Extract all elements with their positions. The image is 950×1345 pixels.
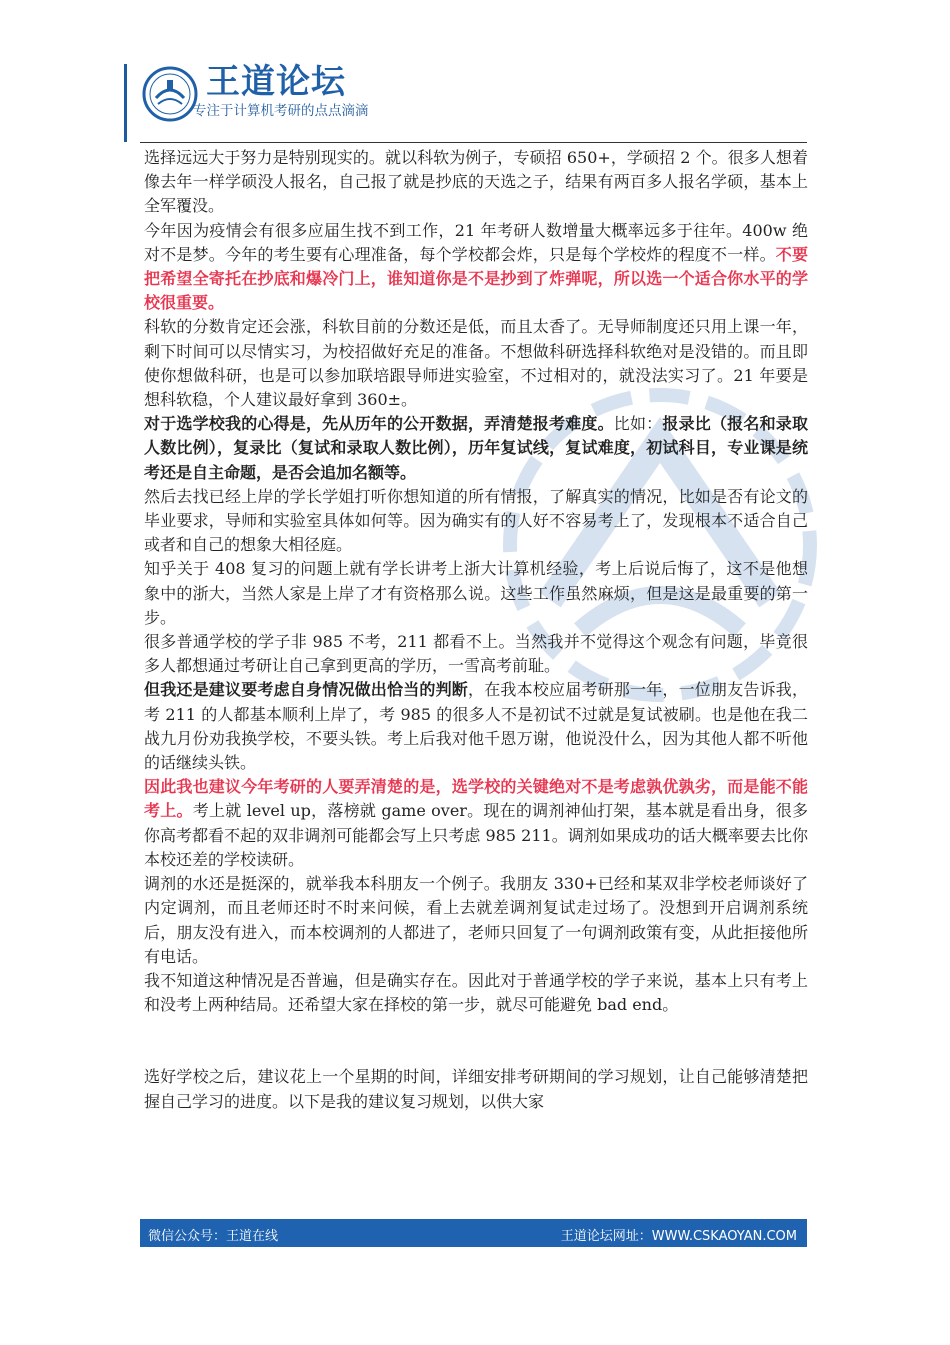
brand-tagline: 专注于计算机考研的点点滴滴	[193, 103, 369, 119]
footer-website[interactable]: 王道论坛网址：WWW.CSKAOYAN.COM	[560, 1229, 797, 1244]
text-run: 然后去找已经上岸的学长学姐打听你想知道的所有情报，了解真实的情况，比如是否有论文的毕业要求，导师和实验室具体如何等。因为确实有的人好不容易考上了，发现根本不适合自己或者和自己的想象大相径庭。	[144, 486, 808, 555]
text-run: ，在我本校应届考研那一年，一位朋友告诉我，考 211 的人都基本顺利上岸了，考 985 的很多人不是初试不过就是复试被刷。也是他在我二战九月份劝我换学校，不要头铁。考上后我对他千恩万谢，他说没什么，因为其他人都不听他的话继续头铁。	[144, 680, 808, 773]
paragraph	[144, 969, 808, 1017]
paragraph	[144, 557, 808, 630]
text-run: 很多普通学校的学子非 985 不考，211 都看不上。当然我并不觉得这个观念有问题，毕竟很多人都想通过考研让自己拿到更高的学历，一雪高考前耻。	[144, 632, 808, 676]
bold-text: 报录比（报名和录取人数比例），复录比（复试和录取人数比例），历年复试线，复试难度，初试科目，专业课是统考还是自主命题，是否会追加名额等。	[144, 414, 808, 482]
header-divider	[140, 142, 807, 143]
text-run: 科软的分数肯定还会涨，科软目前的分数还是低，而且太香了。无导师制度还只用上课一年，剩下时间可以尽情实习，为校招做好充足的准备。不想做科研选择科软绝对是没错的。而且即使你想做科研，也是可以参加联培跟导师进实验室，不过相对的，就没法实习了。21 年要是想科软稳，个人建议最好拿到 360±。	[144, 317, 808, 410]
paragraph-gap	[144, 1017, 808, 1065]
paragraph	[144, 412, 808, 485]
highlight-text: 因此我也建议今年考研的人要弄清楚的是，选学校的关键绝对不是考虑孰优孰劣，而是能不能考上。	[144, 777, 808, 821]
text-run: 考上就 level up，落榜就 game over。现在的调剂神仙打架，基本就是看出身，很多你高考都看不起的双非调剂可能都会写上只考虑 985 211。调剂如果成功的话大概率要去比你本校还差的学校读研。	[144, 801, 808, 869]
paragraph	[144, 1065, 808, 1113]
paragraph	[144, 485, 808, 558]
footer-wechat: 微信公众号：王道在线	[148, 1229, 279, 1244]
page-accent-bar	[124, 64, 127, 142]
brand-title: 王道论坛	[206, 62, 346, 102]
bold-text: 但我还是建议要考虑自身情况做出恰当的判断	[144, 680, 468, 700]
paragraph	[144, 315, 808, 412]
text-run: 知乎关于 408 复习的问题上就有学长讲考上浙大计算机经验，考上后说后悔了，这不是他想象中的浙大，当然人家是上岸了才有资格那么说。这些工作虽然麻烦，但是这是最重要的第一步。	[144, 559, 808, 627]
bold-text: 对于选学校我的心得是，先从历年的公开数据，弄清楚报考难度。	[144, 414, 614, 434]
text-run: 我不知道这种情况是否普遍，但是确实存在。因此对于普通学校的学子来说，基本上只有考上和没考上两种结局。还希望大家在择校的第一步，就尽可能避免 bad end。	[144, 970, 808, 1015]
text-run: 比如：	[613, 414, 663, 434]
text-run: 调剂的水还是挺深的，就举我本科朋友一个例子。我朋友 330+已经和某双非学校老师谈好了内定调剂，而且老师还时不时来问候，看上去就差调剂复试走过场了。没想到开启调剂系统后，朋友没有进入，而本校调剂的人都进了，老师只回复了一句调剂政策有变，从此拒接他所有电话。	[144, 874, 808, 966]
paragraph	[144, 219, 808, 316]
paragraph	[144, 630, 808, 678]
paragraph	[144, 678, 808, 775]
text-run: 今年因为疫情会有很多应届生找不到工作，21 年考研人数增量大概率远多于往年。400w 绝对不是梦。今年的考生要有心理准备，每个学校都会炸，只是每个学校炸的程度不一样。	[144, 220, 808, 264]
text-run: 选择远远大于努力是特别现实的。就以科软为例子，专硕招 650+，学硕招 2 个。很多人想着像去年一样学硕没人报名，自己报了就是抄底的天选之子，结果有两百多人报名学硕，基本上全军覆没。	[144, 148, 808, 216]
paragraph	[144, 775, 808, 872]
paragraph	[144, 146, 808, 219]
page-footer	[140, 1219, 807, 1247]
article-body	[144, 146, 808, 1114]
highlight-text: 不要把希望全寄托在抄底和爆冷门上，谁知道你是不是抄到了炸弹呢，所以选一个适合你水平的学校很重要。	[144, 244, 808, 313]
paragraph	[144, 872, 808, 969]
text-run: 选好学校之后，建议花上一个星期的时间，详细安排考研期间的学习规划，让自己能够清楚把握自己学习的进度。以下是我的建议复习规划，以供大家	[144, 1067, 808, 1111]
